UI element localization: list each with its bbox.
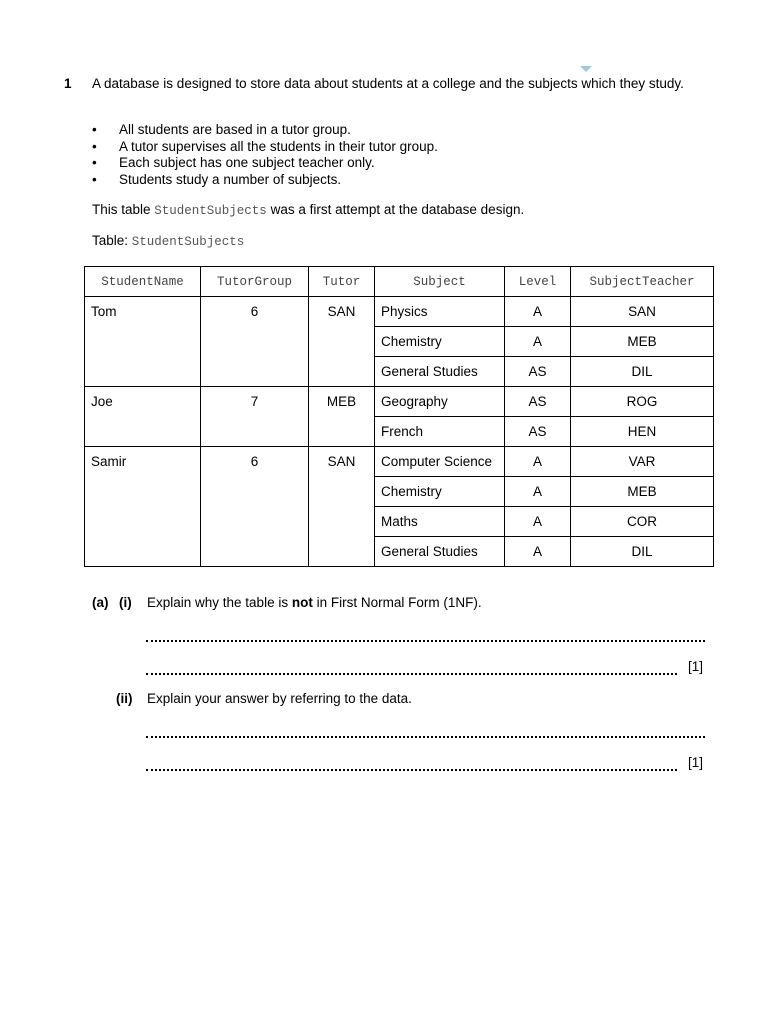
part-ii-question: Explain your answer by referring to the data. bbox=[147, 691, 412, 706]
level-cell: A bbox=[505, 477, 571, 507]
student-subjects-table bbox=[84, 266, 714, 567]
question-number: 1 bbox=[64, 76, 72, 91]
tutor-cell: SAN bbox=[309, 447, 375, 567]
question-intro: A database is designed to store data about students at a college and the subjects which they study. bbox=[92, 76, 684, 91]
level-cell: AS bbox=[505, 357, 571, 387]
subject-cell: Computer Science bbox=[375, 447, 505, 477]
part-a-label: (a) bbox=[92, 595, 109, 610]
tutor-cell: SAN bbox=[309, 297, 375, 387]
table-row bbox=[85, 297, 714, 327]
level-cell: AS bbox=[505, 387, 571, 417]
teacher-cell: SAN bbox=[571, 297, 714, 327]
teacher-cell: COR bbox=[571, 507, 714, 537]
level-cell: A bbox=[505, 297, 571, 327]
mark-allocation-i: [1] bbox=[688, 659, 704, 674]
tutor-cell: MEB bbox=[309, 387, 375, 447]
list-item: • All students are based in a tutor group. bbox=[92, 122, 438, 139]
teacher-cell: DIL bbox=[571, 357, 714, 387]
list-item: • Each subject has one subject teacher only. bbox=[92, 155, 438, 172]
part-ii-label: (ii) bbox=[116, 691, 133, 706]
table-sentence: This table StudentSubjects was a first attempt at the database design. bbox=[92, 202, 525, 218]
teacher-cell: MEB bbox=[571, 477, 714, 507]
level-cell: A bbox=[505, 507, 571, 537]
subject-cell: Maths bbox=[375, 507, 505, 537]
student-name-cell: Joe bbox=[85, 387, 201, 447]
part-i-label: (i) bbox=[119, 595, 132, 610]
table-header-row bbox=[85, 267, 714, 297]
part-i-question: Explain why the table is not in First Normal Form (1NF). bbox=[147, 595, 482, 610]
student-name-cell: Samir bbox=[85, 447, 201, 567]
tutor-group-cell: 7 bbox=[201, 387, 309, 447]
table-row bbox=[85, 387, 714, 417]
answer-line-ii-2[interactable] bbox=[146, 769, 677, 771]
subject-cell: Chemistry bbox=[375, 477, 505, 507]
header-tutor: Tutor bbox=[309, 267, 375, 297]
teacher-cell: ROG bbox=[571, 387, 714, 417]
header-tutor-group: TutorGroup bbox=[201, 267, 309, 297]
level-cell: AS bbox=[505, 417, 571, 447]
level-cell: A bbox=[505, 537, 571, 567]
mark-allocation-ii: [1] bbox=[688, 755, 704, 770]
answer-line-i-1[interactable] bbox=[146, 640, 705, 642]
scroll-indicator-icon bbox=[580, 66, 592, 72]
tutor-group-cell: 6 bbox=[201, 447, 309, 567]
header-student-name: StudentName bbox=[85, 267, 201, 297]
level-cell: A bbox=[505, 447, 571, 477]
subject-cell: Physics bbox=[375, 297, 505, 327]
subject-cell: General Studies bbox=[375, 357, 505, 387]
subject-cell: Geography bbox=[375, 387, 505, 417]
table-label: Table: StudentSubjects bbox=[92, 233, 245, 249]
answer-line-i-2[interactable] bbox=[146, 673, 677, 675]
header-level: Level bbox=[505, 267, 571, 297]
subject-cell: French bbox=[375, 417, 505, 447]
teacher-cell: MEB bbox=[571, 327, 714, 357]
table-name-code: StudentSubjects bbox=[154, 204, 267, 218]
teacher-cell: VAR bbox=[571, 447, 714, 477]
teacher-cell: DIL bbox=[571, 537, 714, 567]
requirements-list bbox=[92, 122, 438, 188]
table-row bbox=[85, 447, 714, 477]
header-subject: Subject bbox=[375, 267, 505, 297]
answer-line-ii-1[interactable] bbox=[146, 736, 705, 738]
tutor-group-cell: 6 bbox=[201, 297, 309, 387]
table-label-code: StudentSubjects bbox=[131, 235, 245, 249]
subject-cell: General Studies bbox=[375, 537, 505, 567]
subject-cell: Chemistry bbox=[375, 327, 505, 357]
header-subject-teacher: SubjectTeacher bbox=[571, 267, 714, 297]
student-name-cell: Tom bbox=[85, 297, 201, 387]
list-item: • Students study a number of subjects. bbox=[92, 172, 438, 189]
list-item: • A tutor supervises all the students in their tutor group. bbox=[92, 139, 438, 156]
level-cell: A bbox=[505, 327, 571, 357]
teacher-cell: HEN bbox=[571, 417, 714, 447]
